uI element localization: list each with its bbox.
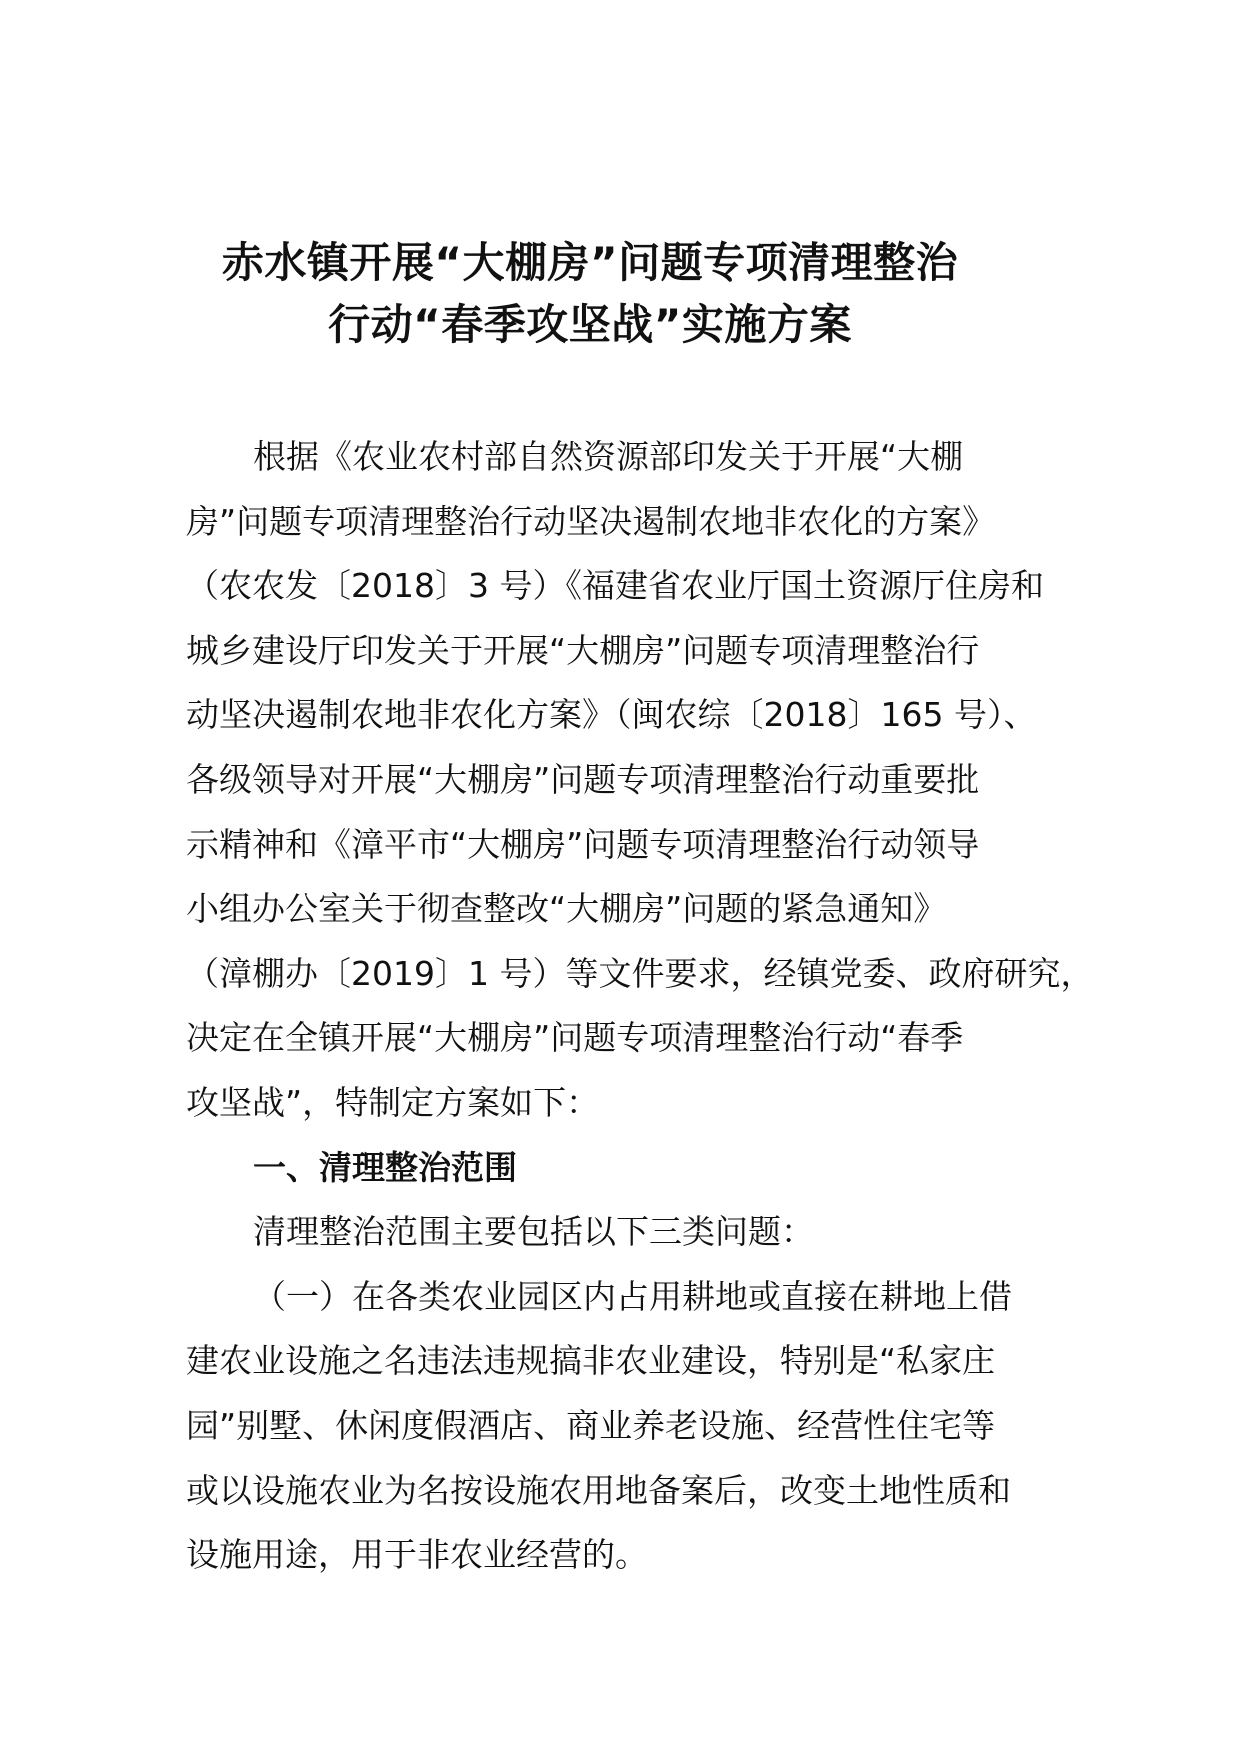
title-line: 赤水镇开展“大棚房”问题专项清理整治 <box>221 238 959 287</box>
body-line: 城乡建设厅印发关于开展“大棚房”问题专项清理整治行 <box>186 630 980 670</box>
body-line: 房”问题专项清理整治行动坚决遏制农地非农化的方案》 <box>186 501 996 541</box>
body-line: 决定在全镇开展“大棚房”问题专项清理整治行动“春季 <box>186 1018 964 1058</box>
body-line: 或以设施农业为名按设施农用地备案后，改变土地性质和 <box>186 1470 1011 1510</box>
body-line: 设施用途，用于非农业经营的。 <box>186 1535 648 1575</box>
body-line: （农农发〔2018〕3 号）《福建省农业厅国土资源厅住房和 <box>186 566 1044 606</box>
body-line: 根据《农业农村部自然资源部印发关于开展“大棚 <box>253 437 964 476</box>
document-title <box>150 232 1030 356</box>
body-line: （漳棚办〔2019〕1 号）等文件要求，经镇党委、政府研究， <box>186 953 1094 993</box>
document-body <box>186 425 1094 1588</box>
body-line: 清理整治范围主要包括以下三类问题： <box>253 1212 814 1252</box>
body-line: 园”别墅、休闲度假酒店、商业养老设施、经营性住宅等 <box>186 1405 996 1445</box>
body-line: 小组办公室关于彻查整改“大棚房”问题的紧急通知》 <box>186 889 947 929</box>
body-line: 各级领导对开展“大棚房”问题专项清理整治行动重要批 <box>186 759 980 799</box>
title-line: 行动“春季攻坚战”实施方案 <box>328 300 852 349</box>
body-line: 动坚决遏制农地非农化方案》（闽农综〔2018〕165 号）、 <box>186 695 1037 735</box>
body-line: 攻坚战”，特制定方案如下： <box>186 1082 600 1122</box>
body-line: 建农业设施之名违法违规搞非农业建设，特别是“私家庄 <box>186 1341 996 1381</box>
body-line: （一）在各类农业园区内占用耕地或直接在耕地上借 <box>253 1276 1012 1316</box>
section-heading: 一、清理整治范围 <box>253 1147 517 1187</box>
body-line: 示精神和《漳平市“大棚房”问题专项清理整治行动领导 <box>186 824 980 864</box>
